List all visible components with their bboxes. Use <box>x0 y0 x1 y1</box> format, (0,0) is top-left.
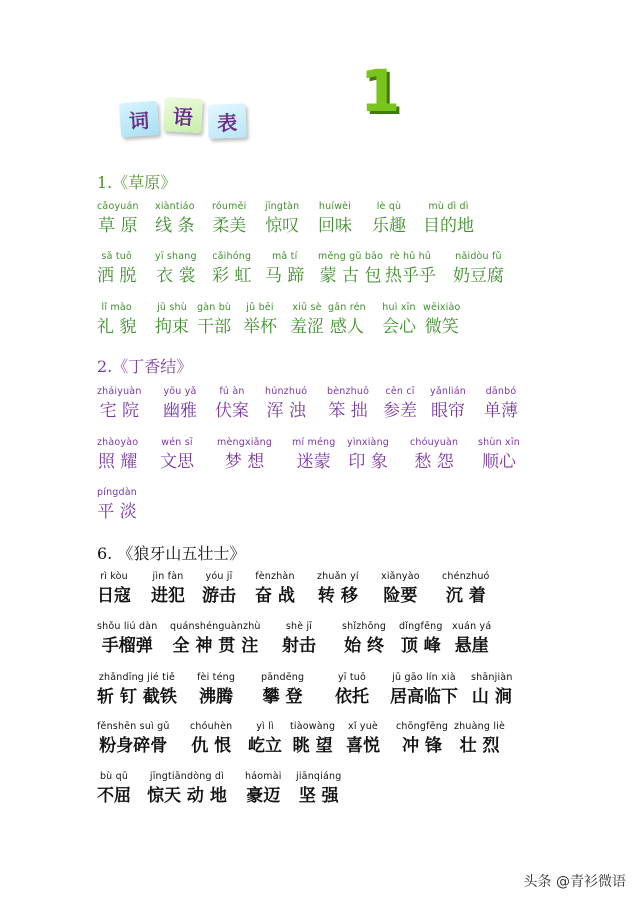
hanzi: 衣 裳 <box>156 266 196 286</box>
pinyin: chóuyuàn <box>410 437 459 448</box>
hanzi: 奶豆腐 <box>453 266 504 286</box>
hanzi: 羞涩 <box>290 317 324 337</box>
pinyin: fèi téng <box>197 672 236 683</box>
pinyin: háomài <box>245 771 282 782</box>
vocab-word <box>292 437 335 473</box>
vocab-word <box>296 771 341 807</box>
hanzi: 惊叹 <box>265 216 300 236</box>
pinyin: mí méng <box>292 437 336 448</box>
vocab-word <box>212 201 246 237</box>
hanzi: 转 移 <box>317 586 358 606</box>
hanzi: 伏案 <box>215 401 249 421</box>
hanzi: 愁 怨 <box>414 452 454 472</box>
hanzi: 斩 钉 截铁 <box>97 687 177 707</box>
pinyin: tiàowàng <box>290 721 336 732</box>
vocab-word <box>442 571 490 607</box>
hanzi: 目的地 <box>423 216 474 236</box>
vocab-word <box>347 437 389 473</box>
pinyin: lè qù <box>376 201 402 212</box>
hanzi: 笨 拙 <box>328 401 368 421</box>
vocab-word <box>382 302 416 338</box>
vocab-word <box>202 571 236 607</box>
pinyin: húnzhuó <box>265 386 308 397</box>
hanzi: 单薄 <box>484 401 518 421</box>
hanzi: 顶 峰 <box>400 636 441 656</box>
title-tile-ci: 词 <box>119 101 159 138</box>
hanzi: 线 条 <box>155 216 195 236</box>
vocab-word <box>265 386 307 422</box>
pinyin: zhuǎn yí <box>317 571 359 582</box>
pinyin: jīngtàn <box>265 201 300 212</box>
section-heading-langyashan: 6. 《狼牙山五壮士》 <box>97 544 246 563</box>
hanzi: 回味 <box>318 216 352 236</box>
hanzi: 攀 登 <box>262 687 303 707</box>
vocab-word <box>390 672 458 708</box>
vocab-word <box>160 437 194 473</box>
pinyin: yìnxiàng <box>347 437 390 448</box>
vocab-word <box>245 771 282 807</box>
vocab-word <box>97 251 136 287</box>
pinyin: fěnshēn suì gǔ <box>97 721 170 732</box>
pinyin: yī shang <box>155 251 197 262</box>
hanzi: 粉身碎骨 <box>99 736 168 756</box>
hanzi: 迷蒙 <box>296 452 331 472</box>
hanzi: 沉 着 <box>445 586 486 606</box>
title-tile-yu: 语 <box>163 97 203 133</box>
hanzi: 眼帘 <box>431 401 465 421</box>
hanzi: 奋 战 <box>255 586 295 606</box>
hanzi: 仇 恨 <box>191 736 232 756</box>
hanzi: 干部 <box>197 317 232 337</box>
vocab-word <box>215 386 249 422</box>
pinyin: róuměi <box>212 201 247 212</box>
pinyin: xiū sè <box>292 302 322 313</box>
pinyin: zhàoyào <box>97 437 139 448</box>
pinyin: rì kòu <box>100 571 128 582</box>
vocab-word <box>290 721 335 757</box>
hanzi: 印 象 <box>348 452 388 472</box>
vocab-word <box>318 251 383 287</box>
vocab-word <box>452 621 491 657</box>
pinyin: zhǎndīng jié tiě <box>98 672 175 683</box>
vocab-word <box>372 201 406 237</box>
watermark: 头条 @青衫微语 <box>523 874 626 890</box>
hanzi: 礼 貌 <box>97 317 137 337</box>
unit-number: 1 <box>360 57 401 125</box>
vocab-word <box>163 386 197 422</box>
vocab-word <box>97 771 131 807</box>
hanzi: 感人 <box>329 317 364 337</box>
pinyin: gàn bù <box>197 302 232 313</box>
pinyin: cǎihóng <box>212 251 252 262</box>
pinyin: huì xīn <box>382 302 416 313</box>
vocab-word <box>317 571 359 607</box>
section-heading-caoyuan: 1.《草原》 <box>97 173 177 192</box>
vocab-word <box>383 386 417 422</box>
hanzi: 山 涧 <box>471 687 512 707</box>
pinyin: jīngtiāndòng dì <box>149 771 224 782</box>
pinyin: rè hū hū <box>389 251 432 262</box>
hanzi: 参差 <box>383 401 417 421</box>
pinyin: huíwèi <box>318 201 352 212</box>
hanzi: 射击 <box>282 636 316 656</box>
vocab-word <box>484 386 518 422</box>
hanzi: 柔美 <box>212 216 247 236</box>
vocab-word <box>147 771 227 807</box>
vocab-word <box>243 302 277 338</box>
pinyin: chénzhuó <box>442 571 490 582</box>
vocab-word <box>410 437 458 473</box>
pinyin: jǔ bēi <box>246 302 274 313</box>
hanzi: 悬崖 <box>454 636 489 656</box>
vocab-word <box>454 721 505 757</box>
pinyin: jū shù <box>157 302 187 313</box>
pinyin: mù dì dì <box>428 201 469 212</box>
vocab-word <box>265 251 304 287</box>
pinyin: bù qū <box>99 771 129 782</box>
vocab-word <box>261 672 304 708</box>
vocabulary-title <box>120 98 260 140</box>
hanzi: 壮 烈 <box>459 736 500 756</box>
vocab-word <box>423 302 461 338</box>
pinyin: shānjiàn <box>471 672 513 683</box>
vocab-word <box>346 721 380 757</box>
hanzi: 文思 <box>160 452 194 472</box>
pinyin: xiǎnyào <box>381 571 420 582</box>
vocab-word <box>248 721 282 757</box>
pinyin: jū gāo lín xià <box>392 672 456 683</box>
vocab-word <box>328 302 366 338</box>
vocab-word <box>97 386 142 422</box>
hanzi: 手榴弹 <box>101 636 153 656</box>
vocab-word <box>265 201 299 237</box>
hanzi: 浑 浊 <box>266 401 306 421</box>
vocab-word <box>155 251 197 287</box>
vocab-word <box>212 251 251 287</box>
vocab-word <box>151 571 185 607</box>
pinyin: mèngxiǎng <box>217 437 273 448</box>
pinyin: wén sī <box>161 437 193 448</box>
vocab-word <box>290 302 324 338</box>
pinyin: xuán yá <box>452 621 492 632</box>
vocab-word <box>471 672 513 708</box>
unit-number-graphic <box>360 57 401 125</box>
pinyin: sǎ tuō <box>101 251 132 262</box>
hanzi: 居高临下 <box>390 687 458 707</box>
pinyin: gǎn rén <box>328 302 366 313</box>
vocab-word <box>430 386 466 422</box>
hanzi: 眺 望 <box>292 736 333 756</box>
pinyin: píngdàn <box>97 487 137 498</box>
hanzi: 顺心 <box>481 452 516 472</box>
hanzi: 微笑 <box>424 317 459 337</box>
vocab-word <box>170 621 261 657</box>
vocab-word <box>342 621 386 657</box>
hanzi: 拘束 <box>155 317 189 337</box>
vocab-word <box>335 672 369 708</box>
vocab-word <box>97 721 170 757</box>
hanzi: 宅 院 <box>99 401 139 421</box>
hanzi: 冲 锋 <box>402 736 443 756</box>
pinyin: zhuàng liè <box>454 721 506 732</box>
hanzi: 不屈 <box>97 786 131 806</box>
hanzi: 会心 <box>382 317 416 337</box>
pinyin: shǒu liú dàn <box>97 621 158 632</box>
vocab-word <box>97 621 157 657</box>
vocab-word <box>396 721 448 757</box>
vocab-word <box>97 571 131 607</box>
pinyin: shǐzhōng <box>342 621 387 632</box>
pinyin: chōngfēng <box>396 721 449 732</box>
vocab-word <box>385 251 436 287</box>
vocab-word <box>399 621 443 657</box>
hanzi: 屹立 <box>248 736 282 756</box>
pinyin: dānbó <box>485 386 517 397</box>
pinyin: cǎoyuán <box>97 201 139 212</box>
hanzi: 幽雅 <box>163 401 197 421</box>
hanzi: 坚 强 <box>298 786 339 806</box>
hanzi: 依托 <box>335 687 369 707</box>
pinyin: fènzhàn <box>255 571 295 582</box>
pinyin: nǎidòu fǔ <box>455 251 502 262</box>
pinyin: wēixiào <box>423 302 461 313</box>
pinyin: cēn cī <box>385 386 415 397</box>
pinyin: shùn xīn <box>478 437 520 448</box>
hanzi: 日寇 <box>97 586 131 606</box>
vocab-word <box>478 437 520 473</box>
pinyin: shè jī <box>285 621 313 632</box>
hanzi: 乐趣 <box>372 216 406 236</box>
vocab-word <box>423 201 474 237</box>
hanzi: 举杯 <box>243 317 277 337</box>
vocab-word <box>97 302 136 338</box>
vocab-word <box>327 386 369 422</box>
hanzi: 喜悦 <box>346 736 380 756</box>
pinyin: dǐngfēng <box>399 621 443 632</box>
hanzi: 沸腾 <box>199 687 234 707</box>
hanzi: 始 终 <box>344 636 384 656</box>
vocab-word <box>155 302 189 338</box>
hanzi: 热乎乎 <box>385 266 436 286</box>
hanzi: 惊天 动 地 <box>147 786 227 806</box>
pinyin: jìn fàn <box>152 571 184 582</box>
pinyin: yī tuō <box>337 672 367 683</box>
vocab-word <box>217 437 272 473</box>
vocab-word <box>197 302 231 338</box>
hanzi: 照 耀 <box>97 452 138 472</box>
pinyin: chóuhèn <box>190 721 233 732</box>
hanzi: 全 神 贯 注 <box>172 636 259 656</box>
hanzi: 彩 虹 <box>212 266 252 286</box>
pinyin: bènzhuō <box>327 386 370 397</box>
vocab-word <box>255 571 295 607</box>
vocab-word <box>197 672 235 708</box>
hanzi: 蒙 古 包 <box>319 266 382 286</box>
hanzi: 马 蹄 <box>265 266 305 286</box>
vocab-word <box>155 201 195 237</box>
pinyin: yì lì <box>256 721 274 732</box>
hanzi: 洒 脱 <box>97 266 137 286</box>
pinyin: zháiyuàn <box>97 386 142 397</box>
vocab-word <box>190 721 232 757</box>
pinyin: lǐ mào <box>101 302 132 313</box>
title-tile-biao: 表 <box>207 103 246 138</box>
vocab-word <box>282 621 316 657</box>
hanzi: 豪迈 <box>246 786 281 806</box>
pinyin: yóu jī <box>205 571 233 582</box>
vocab-word <box>381 571 420 607</box>
hanzi: 进犯 <box>151 586 185 606</box>
vocab-word <box>318 201 352 237</box>
pinyin: fú àn <box>219 386 245 397</box>
pinyin: quánshénguànzhù <box>170 621 261 632</box>
hanzi: 草 原 <box>98 216 138 236</box>
vocab-word <box>97 201 139 237</box>
pinyin: yōu yǎ <box>163 386 197 397</box>
section-heading-dingxiangjie: 2.《丁香结》 <box>97 357 193 376</box>
vocab-word <box>453 251 504 287</box>
pinyin: xiàntiáo <box>155 201 195 212</box>
hanzi: 游击 <box>202 586 236 606</box>
pinyin: jiānqiáng <box>296 771 342 782</box>
pinyin: xǐ yuè <box>348 721 378 732</box>
pinyin: yǎnlián <box>430 386 466 397</box>
hanzi: 平 淡 <box>97 502 137 522</box>
vocab-word <box>97 437 138 473</box>
pinyin: pāndēng <box>261 672 305 683</box>
pinyin: měng gǔ bāo <box>318 251 384 262</box>
hanzi: 险要 <box>383 586 418 606</box>
vocab-word <box>97 487 137 523</box>
hanzi: 梦 想 <box>224 452 265 472</box>
pinyin: mǎ tí <box>271 251 298 262</box>
vocab-word <box>97 672 177 708</box>
